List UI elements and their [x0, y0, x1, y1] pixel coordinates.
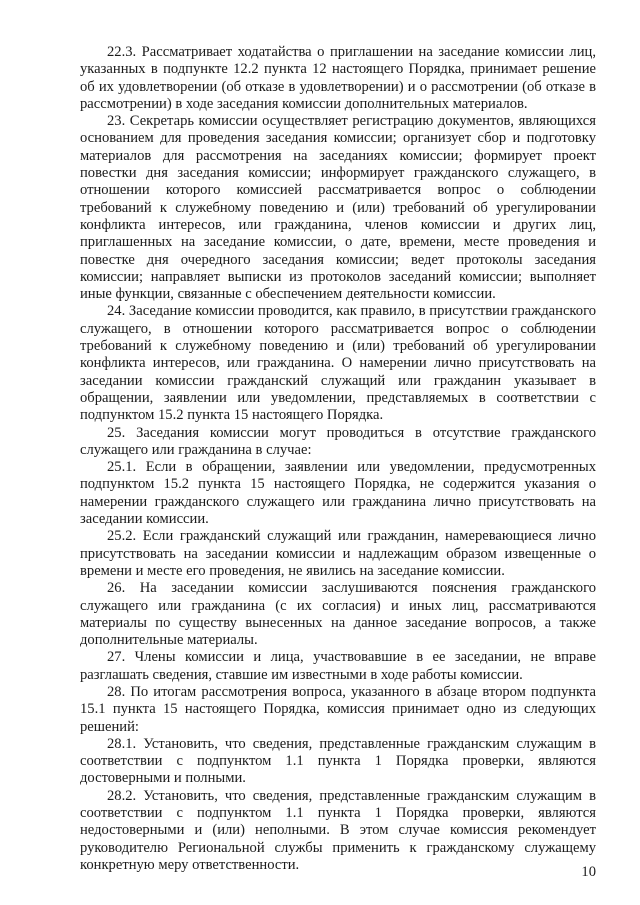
- page-number: 10: [581, 864, 596, 880]
- paragraph-28-2: 28.2. Установить, что сведения, представленные гражданским служащим в соответствии с подпунктом 1.1 пункта 1 Порядка проверки, являются недостоверными и (или) неполными. В этом случае комиссия рекомендует руководителю Региональной службы применить к гражданскому служащему конкретную меру ответственности.: [80, 787, 596, 873]
- paragraph-23: 23. Секретарь комиссии осуществляет регистрацию документов, являющихся основанием для проведения заседания комиссии; организует сбор и подготовку материалов для рассмотрения на заседаниях комиссии; формирует проект повестки дня заседания комиссии; информирует гражданского служащего, в отношении которого комиссией рассматривается вопрос о соблюдении требований к служебному поведению и (или) требований об урегулировании конфликта интересов, или гражданина, членов комиссии и других лиц, приглашенных на заседание комиссии, о дате, времени, месте проведения и повестке дня очередного заседания комиссии; ведет протоколы заседания комиссии; направляет выписки из протоколов заседаний комиссии; выполняет иные функции, связанные с обеспечением деятельности комиссии.: [80, 113, 596, 303]
- paragraph-22-3: 22.3. Рассматривает ходатайства о приглашении на заседание комиссии лиц, указанных в подпункте 12.2 пункта 12 настоящего Порядка, принимает решение об их удовлетворении (об отказе в удовлетворении) и о рассмотрении (об отказе в рассмотрении) в ходе заседания комиссии дополнительных материалов.: [80, 44, 596, 112]
- document-body: [80, 44, 596, 874]
- paragraph-25-2: 25.2. Если гражданский служащий или гражданин, намеревающиеся лично присутствовать на заседании комиссии и надлежащим образом извещенные о времени и месте его проведения, не явились на заседание комиссии.: [80, 528, 596, 579]
- paragraph-25: 25. Заседания комиссии могут проводиться в отсутствие гражданского служащего или гражданина в случае:: [80, 424, 596, 458]
- paragraph-26: 26. На заседании комиссии заслушиваются пояснения гражданского служащего или гражданина (с их согласия) и иных лиц, рассматриваются материалы по существу вынесенных на данное заседание вопросов, а также дополнительные материалы.: [80, 580, 596, 649]
- paragraph-25-1: 25.1. Если в обращении, заявлении или уведомлении, предусмотренных подпунктом 15.2 пункта 15 настоящего Порядка, не содержится указания о намерении гражданского служащего или гражданина лично присутствовать на заседании комиссии.: [80, 459, 596, 528]
- paragraph-24: 24. Заседание комиссии проводится, как правило, в присутствии гражданского служащего, в отношении которого рассматривается вопрос о соблюдении требований к служебному поведению и (или) требований об урегулировании конфликта интересов, или гражданина. О намерении лично присутствовать на заседании комиссии гражданский служащий или гражданин указывает в обращении, заявлении или уведомлении, представляемых в соответствии с подпунктом 15.2 пункта 15 настоящего Порядка.: [80, 303, 596, 424]
- paragraph-27: 27. Члены комиссии и лица, участвовавшие в ее заседании, не вправе разглашать сведения, ставшие им известными в ходе работы комиссии.: [80, 649, 596, 683]
- paragraph-28: 28. По итогам рассмотрения вопроса, указанного в абзаце втором подпункта 15.1 пункта 15 настоящего Порядка, комиссия принимает одно из следующих решений:: [80, 683, 596, 735]
- paragraph-28-1: 28.1. Установить, что сведения, представленные гражданским служащим в соответствии с подпунктом 1.1 пункта 1 Порядка проверки, являются достоверными и полными.: [80, 735, 596, 787]
